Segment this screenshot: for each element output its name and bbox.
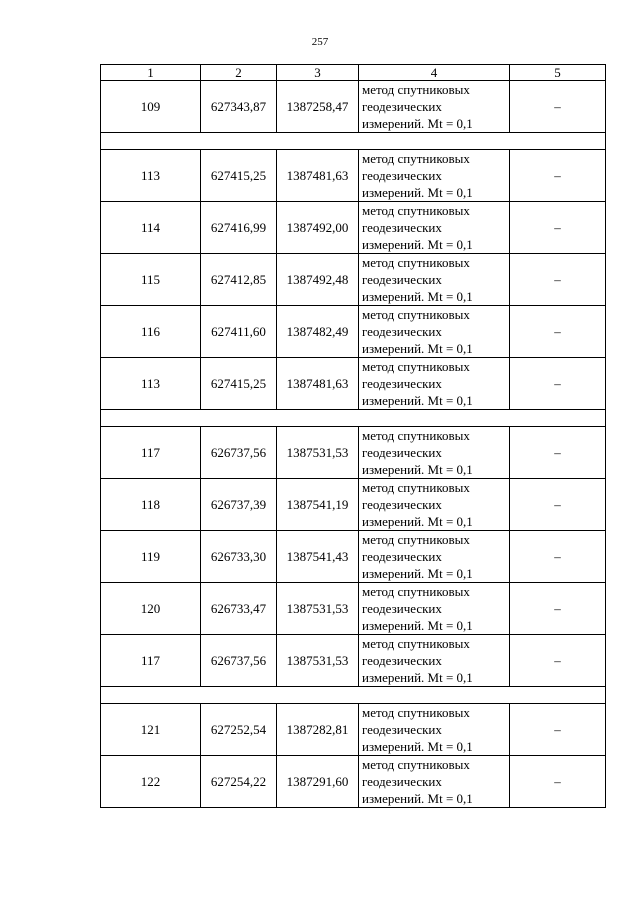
point-number-cell: 122 (101, 756, 201, 808)
group-separator-row (101, 410, 606, 427)
method-line: метод спутниковых (362, 636, 470, 651)
point-number-cell: 116 (101, 306, 201, 358)
point-number-cell: 115 (101, 254, 201, 306)
y-coordinate-cell: 1387492,48 (277, 254, 359, 306)
method-line: измерений. Mt = 0,1 (362, 514, 473, 529)
table-row (101, 479, 606, 531)
method-line: метод спутниковых (362, 584, 470, 599)
method-line: метод спутниковых (362, 307, 470, 322)
method-line: геодезических (362, 601, 442, 616)
accuracy-cell: – (510, 150, 606, 202)
method-cell (359, 254, 510, 306)
point-number-cell: 113 (101, 358, 201, 410)
table-row (101, 427, 606, 479)
y-coordinate-cell: 1387531,53 (277, 427, 359, 479)
table-body (101, 81, 606, 808)
method-cell (359, 635, 510, 687)
method-line: метод спутниковых (362, 255, 470, 270)
point-number-cell: 119 (101, 531, 201, 583)
x-coordinate-cell: 626737,56 (201, 427, 277, 479)
method-cell (359, 427, 510, 479)
method-cell (359, 81, 510, 133)
method-line: геодезических (362, 722, 442, 737)
y-coordinate-cell: 1387531,53 (277, 583, 359, 635)
x-coordinate-cell: 627254,22 (201, 756, 277, 808)
separator-cell (101, 133, 606, 150)
x-coordinate-cell: 627411,60 (201, 306, 277, 358)
accuracy-cell: – (510, 427, 606, 479)
table-row (101, 635, 606, 687)
method-cell (359, 756, 510, 808)
column-header: 2 (201, 65, 277, 81)
method-line: геодезических (362, 774, 442, 789)
method-line: метод спутниковых (362, 480, 470, 495)
method-line: измерений. Mt = 0,1 (362, 566, 473, 581)
y-coordinate-cell: 1387282,81 (277, 704, 359, 756)
y-coordinate-cell: 1387481,63 (277, 150, 359, 202)
accuracy-cell: – (510, 704, 606, 756)
method-line: метод спутниковых (362, 532, 470, 547)
x-coordinate-cell: 626733,47 (201, 583, 277, 635)
x-coordinate-cell: 627412,85 (201, 254, 277, 306)
method-line: геодезических (362, 324, 442, 339)
method-cell (359, 583, 510, 635)
y-coordinate-cell: 1387492,00 (277, 202, 359, 254)
table-row (101, 756, 606, 808)
method-line: измерений. Mt = 0,1 (362, 185, 473, 200)
method-line: метод спутниковых (362, 82, 470, 97)
accuracy-cell: – (510, 254, 606, 306)
method-line: геодезических (362, 376, 442, 391)
method-line: измерений. Mt = 0,1 (362, 618, 473, 633)
y-coordinate-cell: 1387482,49 (277, 306, 359, 358)
method-line: метод спутниковых (362, 428, 470, 443)
method-line: геодезических (362, 272, 442, 287)
method-line: геодезических (362, 168, 442, 183)
table-row (101, 254, 606, 306)
accuracy-cell: – (510, 756, 606, 808)
column-header: 3 (277, 65, 359, 81)
separator-cell (101, 410, 606, 427)
accuracy-cell: – (510, 635, 606, 687)
page-number: 257 (311, 36, 329, 48)
x-coordinate-cell: 627415,25 (201, 150, 277, 202)
point-number-cell: 120 (101, 583, 201, 635)
accuracy-cell: – (510, 479, 606, 531)
method-line: геодезических (362, 445, 442, 460)
y-coordinate-cell: 1387541,19 (277, 479, 359, 531)
y-coordinate-cell: 1387258,47 (277, 81, 359, 133)
coordinates-table (100, 64, 606, 808)
column-header: 4 (359, 65, 510, 81)
point-number-cell: 109 (101, 81, 201, 133)
x-coordinate-cell: 626737,39 (201, 479, 277, 531)
accuracy-cell: – (510, 531, 606, 583)
method-cell (359, 704, 510, 756)
method-line: геодезических (362, 653, 442, 668)
table-row (101, 583, 606, 635)
accuracy-cell: – (510, 81, 606, 133)
method-line: измерений. Mt = 0,1 (362, 462, 473, 477)
accuracy-cell: – (510, 202, 606, 254)
accuracy-cell: – (510, 358, 606, 410)
method-line: измерений. Mt = 0,1 (362, 393, 473, 408)
method-line: метод спутниковых (362, 151, 470, 166)
method-line: метод спутниковых (362, 203, 470, 218)
method-line: геодезических (362, 497, 442, 512)
accuracy-cell: – (510, 306, 606, 358)
x-coordinate-cell: 627343,87 (201, 81, 277, 133)
table-row (101, 358, 606, 410)
x-coordinate-cell: 626733,30 (201, 531, 277, 583)
method-line: геодезических (362, 549, 442, 564)
point-number-cell: 118 (101, 479, 201, 531)
method-line: геодезических (362, 99, 442, 114)
table-row (101, 306, 606, 358)
method-line: измерений. Mt = 0,1 (362, 341, 473, 356)
method-line: метод спутниковых (362, 757, 470, 772)
method-cell (359, 306, 510, 358)
y-coordinate-cell: 1387531,53 (277, 635, 359, 687)
separator-cell (101, 687, 606, 704)
method-cell (359, 358, 510, 410)
point-number-cell: 113 (101, 150, 201, 202)
method-cell (359, 150, 510, 202)
y-coordinate-cell: 1387291,60 (277, 756, 359, 808)
method-line: измерений. Mt = 0,1 (362, 237, 473, 252)
point-number-cell: 117 (101, 635, 201, 687)
method-line: метод спутниковых (362, 705, 470, 720)
table-row (101, 202, 606, 254)
method-line: измерений. Mt = 0,1 (362, 289, 473, 304)
method-line: измерений. Mt = 0,1 (362, 116, 473, 131)
table-row (101, 704, 606, 756)
method-cell (359, 479, 510, 531)
x-coordinate-cell: 627415,25 (201, 358, 277, 410)
method-line: метод спутниковых (362, 359, 470, 374)
x-coordinate-cell: 626737,56 (201, 635, 277, 687)
group-separator-row (101, 687, 606, 704)
x-coordinate-cell: 627416,99 (201, 202, 277, 254)
x-coordinate-cell: 627252,54 (201, 704, 277, 756)
method-cell (359, 202, 510, 254)
table-row (101, 81, 606, 133)
method-line: измерений. Mt = 0,1 (362, 791, 473, 806)
method-line: геодезических (362, 220, 442, 235)
method-line: измерений. Mt = 0,1 (362, 739, 473, 754)
point-number-cell: 121 (101, 704, 201, 756)
point-number-cell: 117 (101, 427, 201, 479)
column-header: 1 (101, 65, 201, 81)
column-header: 5 (510, 65, 606, 81)
group-separator-row (101, 133, 606, 150)
method-cell (359, 531, 510, 583)
header-row (101, 65, 606, 81)
y-coordinate-cell: 1387481,63 (277, 358, 359, 410)
table-row (101, 531, 606, 583)
y-coordinate-cell: 1387541,43 (277, 531, 359, 583)
method-line: измерений. Mt = 0,1 (362, 670, 473, 685)
point-number-cell: 114 (101, 202, 201, 254)
table-row (101, 150, 606, 202)
accuracy-cell: – (510, 583, 606, 635)
